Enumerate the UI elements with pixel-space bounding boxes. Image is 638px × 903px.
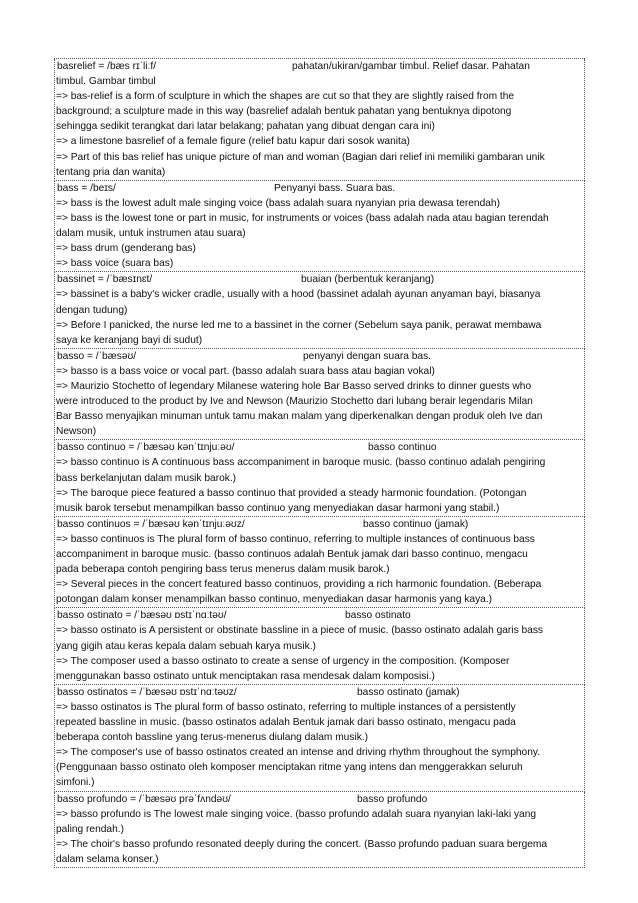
entry-term: bassinet = /ˈbæsɪnɛt/	[57, 274, 153, 286]
entry-line: => The choir's basso profundo resonated deeply during the concert. (Basso profundo paduan suara bergema	[56, 838, 548, 850]
entry-line: => bass is the lowest tone or part in music, for instruments or voices (bass adalah nada atau bagian terendah	[56, 212, 549, 224]
entry-header	[56, 272, 583, 287]
entry-basso-profundo	[54, 792, 585, 868]
entry-line: bass berkelanjutan dalam musik barok.)	[56, 472, 237, 484]
entry-meaning: basso continuo	[368, 442, 437, 454]
entry-line: paling rendah.)	[56, 823, 124, 835]
entry-term: basso = /ˈbæsəʊ/	[57, 350, 137, 362]
entry-line: => The composer used a basso ostinato to create a sense of urgency in the composition. (Komposer	[56, 655, 510, 667]
entry-line: => basso profundo is The lowest male singing voice. (basso profundo adalah suara nyanyian laki-laki yang	[56, 808, 537, 820]
entry-line: (Penggunaan basso ostinato oleh komposer menciptakan ritme yang intens dan menggerakkan seluruh	[56, 762, 523, 774]
entry-header	[56, 349, 583, 364]
entry-line: saya ke keranjang bayi di sudut)	[56, 334, 203, 346]
entry-line: dengan tudung)	[56, 304, 128, 316]
entry-line: => bass voice (suara bas)	[56, 258, 174, 270]
entry-term: basso profundo = /ˈbæsəʊ prəˈfʌndəʊ/	[57, 793, 231, 805]
entry-line: => bass drum (genderang bas)	[56, 243, 196, 255]
entry-line: => The composer's use of basso ostinatos created an intense and driving rhythm throughout the symphony.	[56, 747, 541, 759]
entry-line: => Before I panicked, the nurse led me to a bassinet in the corner (Sebelum saya panik, perawat membawa	[56, 319, 542, 331]
entry-header	[56, 608, 583, 623]
entry-line: => basso ostinatos is The plural form of basso ostinato, referring to multiple instances of a persistently	[56, 701, 516, 713]
entry-line: => bassinet is a baby's wicker cradle, usually with a hood (bassinet adalah ayunan anyaman bayi, biasanya	[56, 289, 541, 301]
entry-meaning: basso continuo (jamak)	[363, 518, 469, 530]
entry-term: basso continuos = /ˈbæsəʊ kənˈtɪnjuːəʊz/	[57, 518, 245, 530]
entry-meaning: pahatan/ukiran/gambar timbul. Relief dasar. Pahatan	[292, 61, 530, 72]
entry-header	[56, 517, 583, 532]
entry-line: repeated bassline in music. (basso ostinatos adalah Bentuk jamak dari basso ostinato, mengacu pada	[56, 717, 516, 729]
entry-term: basrelief = /bæs rɪˈliːf/	[57, 61, 157, 72]
entry-line: pada beberapa contoh pengiring bass terus menerus dalam musik barok.)	[56, 564, 390, 576]
entry-line: Newson)	[56, 426, 97, 438]
entry-meaning: Penyanyi bass. Suara bas.	[274, 182, 396, 194]
entry-meaning: basso ostinato	[345, 610, 411, 622]
entry-line: => Several pieces in the concert featured basso continuos, providing a rich harmonic foundation. (Beberapa	[56, 579, 542, 591]
entry-line: => a limestone basrelief of a female figure (relief batu kapur dari sosok wanita)	[56, 136, 410, 148]
entry-line: => The baroque piece featured a basso continuo that provided a steady harmonic foundation. (Potongan	[56, 487, 527, 499]
entry-line: Bar Basso menyajikan minuman untuk tamu makan malam yang diperkenalkan dengan produk oleh Ive dan	[56, 411, 543, 423]
entry-line: menggunakan basso ostinato untuk menciptakan rasa mendesak dalam komposisi.)	[56, 670, 435, 682]
entry-header	[56, 440, 583, 455]
entry-line: were introduced to the product by Ive and Newson (Maurizio Stochetto dari lubang berair legendaris Milan	[56, 396, 533, 408]
entry-bass	[54, 181, 585, 273]
entry-line: => basso is a bass voice or vocal part. (basso adalah suara bass atau bagian vokal)	[56, 365, 435, 377]
entry-line: tentang pria dan wanita)	[56, 166, 166, 178]
entry-line: dalam musik, untuk instrumen atau suara)	[56, 228, 246, 240]
entry-line: potongan dalam konser menampilkan basso continuo, menyediakan dasar harmonis yang kaya.)	[56, 594, 493, 606]
entry-basso	[54, 349, 585, 441]
entry-term: bass = /beɪs/	[57, 182, 116, 194]
entry-line: => basso continuo is A continuous bass accompaniment in baroque music. (basso continuo adalah pengiring	[56, 457, 546, 469]
entry-meaning: penyanyi dengan suara bas.	[303, 350, 432, 362]
entry-line: => basso continuos is The plural form of basso continuo, referring to multiple instances of continuous bass	[56, 533, 535, 545]
entry-term: basso ostinato = /ˈbæsəʊ ɒstɪˈnɑːtəʊ/	[57, 610, 227, 622]
entry-basso-ostinatos	[54, 685, 585, 792]
entry-meaning: basso ostinato (jamak)	[357, 686, 460, 698]
entry-header	[56, 181, 583, 196]
entry-meaning: buaian (berbentuk keranjang)	[301, 274, 435, 286]
dictionary-page	[54, 58, 585, 868]
entry-line: accompaniment in baroque music. (basso continuos adalah Bentuk jamak dari basso continuo, mengacu	[56, 549, 528, 560]
entry-line: yang gigih atau keras kepala dalam sebuah karya musik.)	[56, 640, 316, 652]
entry-header	[56, 685, 583, 700]
entry-line: musik barok tersebut menampilkan basso continuo yang menyediakan dasar harmoni yang stabil.)	[56, 502, 500, 514]
entry-basso-ostinato	[54, 608, 585, 684]
entry-line: simfoni.)	[56, 777, 95, 789]
entry-meaning: basso profundo	[357, 793, 428, 805]
entry-line: => bas-relief is a form of sculpture in which the shapes are cut so that they are slightly raised from the	[56, 91, 515, 103]
entry-basso-continuo	[54, 440, 585, 516]
entry-basrelief	[54, 59, 585, 181]
entry-term: basso ostinatos = /ˈbæsəʊ ɒstɪˈnɑːtəʊz/	[57, 686, 237, 698]
entry-bassinet	[54, 272, 585, 348]
entry-line: => Maurizio Stochetto of legendary Milanese watering hole Bar Basso served drinks to dinner guests who	[56, 380, 532, 392]
entry-basso-continuos	[54, 517, 585, 609]
entry-line: background; a sculpture made in this way (basrelief adalah bentuk pahatan yang bentuknya dipotong	[56, 106, 512, 118]
entry-line: dalam selama konser.)	[56, 853, 159, 865]
entry-header	[56, 59, 583, 74]
entry-header	[56, 792, 583, 807]
entry-line: => bass is the lowest adult male singing voice (bass adalah suara nyanyian pria dewasa terendah)	[56, 197, 500, 209]
entry-line: sehingga sedikit terangkat dari latar belakang; pahatan yang dibuat dengan cara ini)	[56, 121, 435, 133]
entry-line: beberapa contoh bassline yang terus-menerus diulang dalam musik.)	[56, 732, 369, 744]
entry-term: basso continuo = /ˈbæsəʊ kənˈtɪnjuːəʊ/	[57, 442, 235, 454]
entry-line: => basso ostinato is A persistent or obstinate bassline in a piece of music. (basso ostinato adalah garis bass	[56, 625, 544, 637]
entry-line: => Part of this bas relief has unique picture of man and woman (Bagian dari relief ini memiliki gambaran unik	[56, 151, 545, 163]
entry-line: timbul. Gambar timbul	[56, 76, 156, 88]
